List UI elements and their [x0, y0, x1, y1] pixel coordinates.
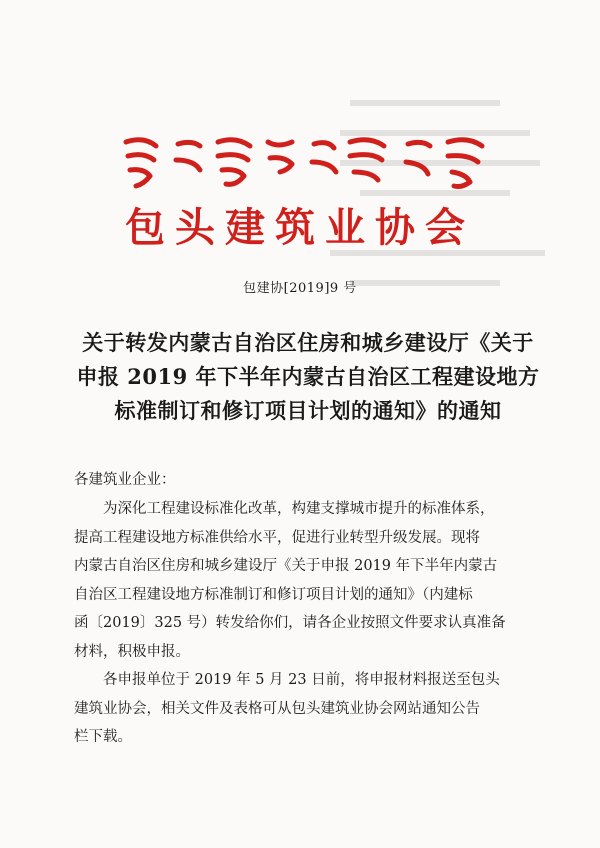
document-number: 包建协[2019]9 号	[243, 281, 357, 296]
salutation: 各建筑业企业：	[74, 472, 176, 488]
mongolian-script-letterhead	[118, 132, 498, 192]
document-title	[68, 326, 548, 428]
body-line: 函〔2019〕325 号）转发给你们，请各企业按照文件要求认真准备	[74, 615, 506, 631]
organization-name: 包头建筑业协会	[125, 204, 475, 251]
body-line: 为深化工程建设标准化改革，构建支撑城市提升的标准体系，	[74, 501, 495, 517]
title-line: 申报 2019 年下半年内蒙古自治区工程建设地方	[76, 364, 540, 389]
body-line: 栏下载。	[74, 729, 132, 745]
body-line: 材料，积极申报。	[74, 643, 190, 660]
title-line: 标准制订和修订项目计划的通知》的通知	[114, 398, 502, 423]
title-line: 关于转发内蒙古自治区住房和城乡建设厅《关于	[82, 330, 534, 355]
body-line: 各申报单位于 2019 年 5 月 23 日前，将申报材料报送至包头	[74, 672, 500, 688]
body-text	[74, 495, 544, 752]
body-line: 内蒙古自治区住房和城乡建设厅《关于申报 2019 年下半年内蒙古	[74, 558, 498, 574]
body-line: 提高工程建设地方标准供给水平，促进行业转型升级发展。现将	[74, 529, 480, 546]
body-line: 自治区工程建设地方标准制订和修订项目计划的通知》（内建标	[74, 586, 473, 603]
body-line: 建筑业协会，相关文件及表格可从包头建筑业协会网站通知公告	[74, 700, 480, 717]
